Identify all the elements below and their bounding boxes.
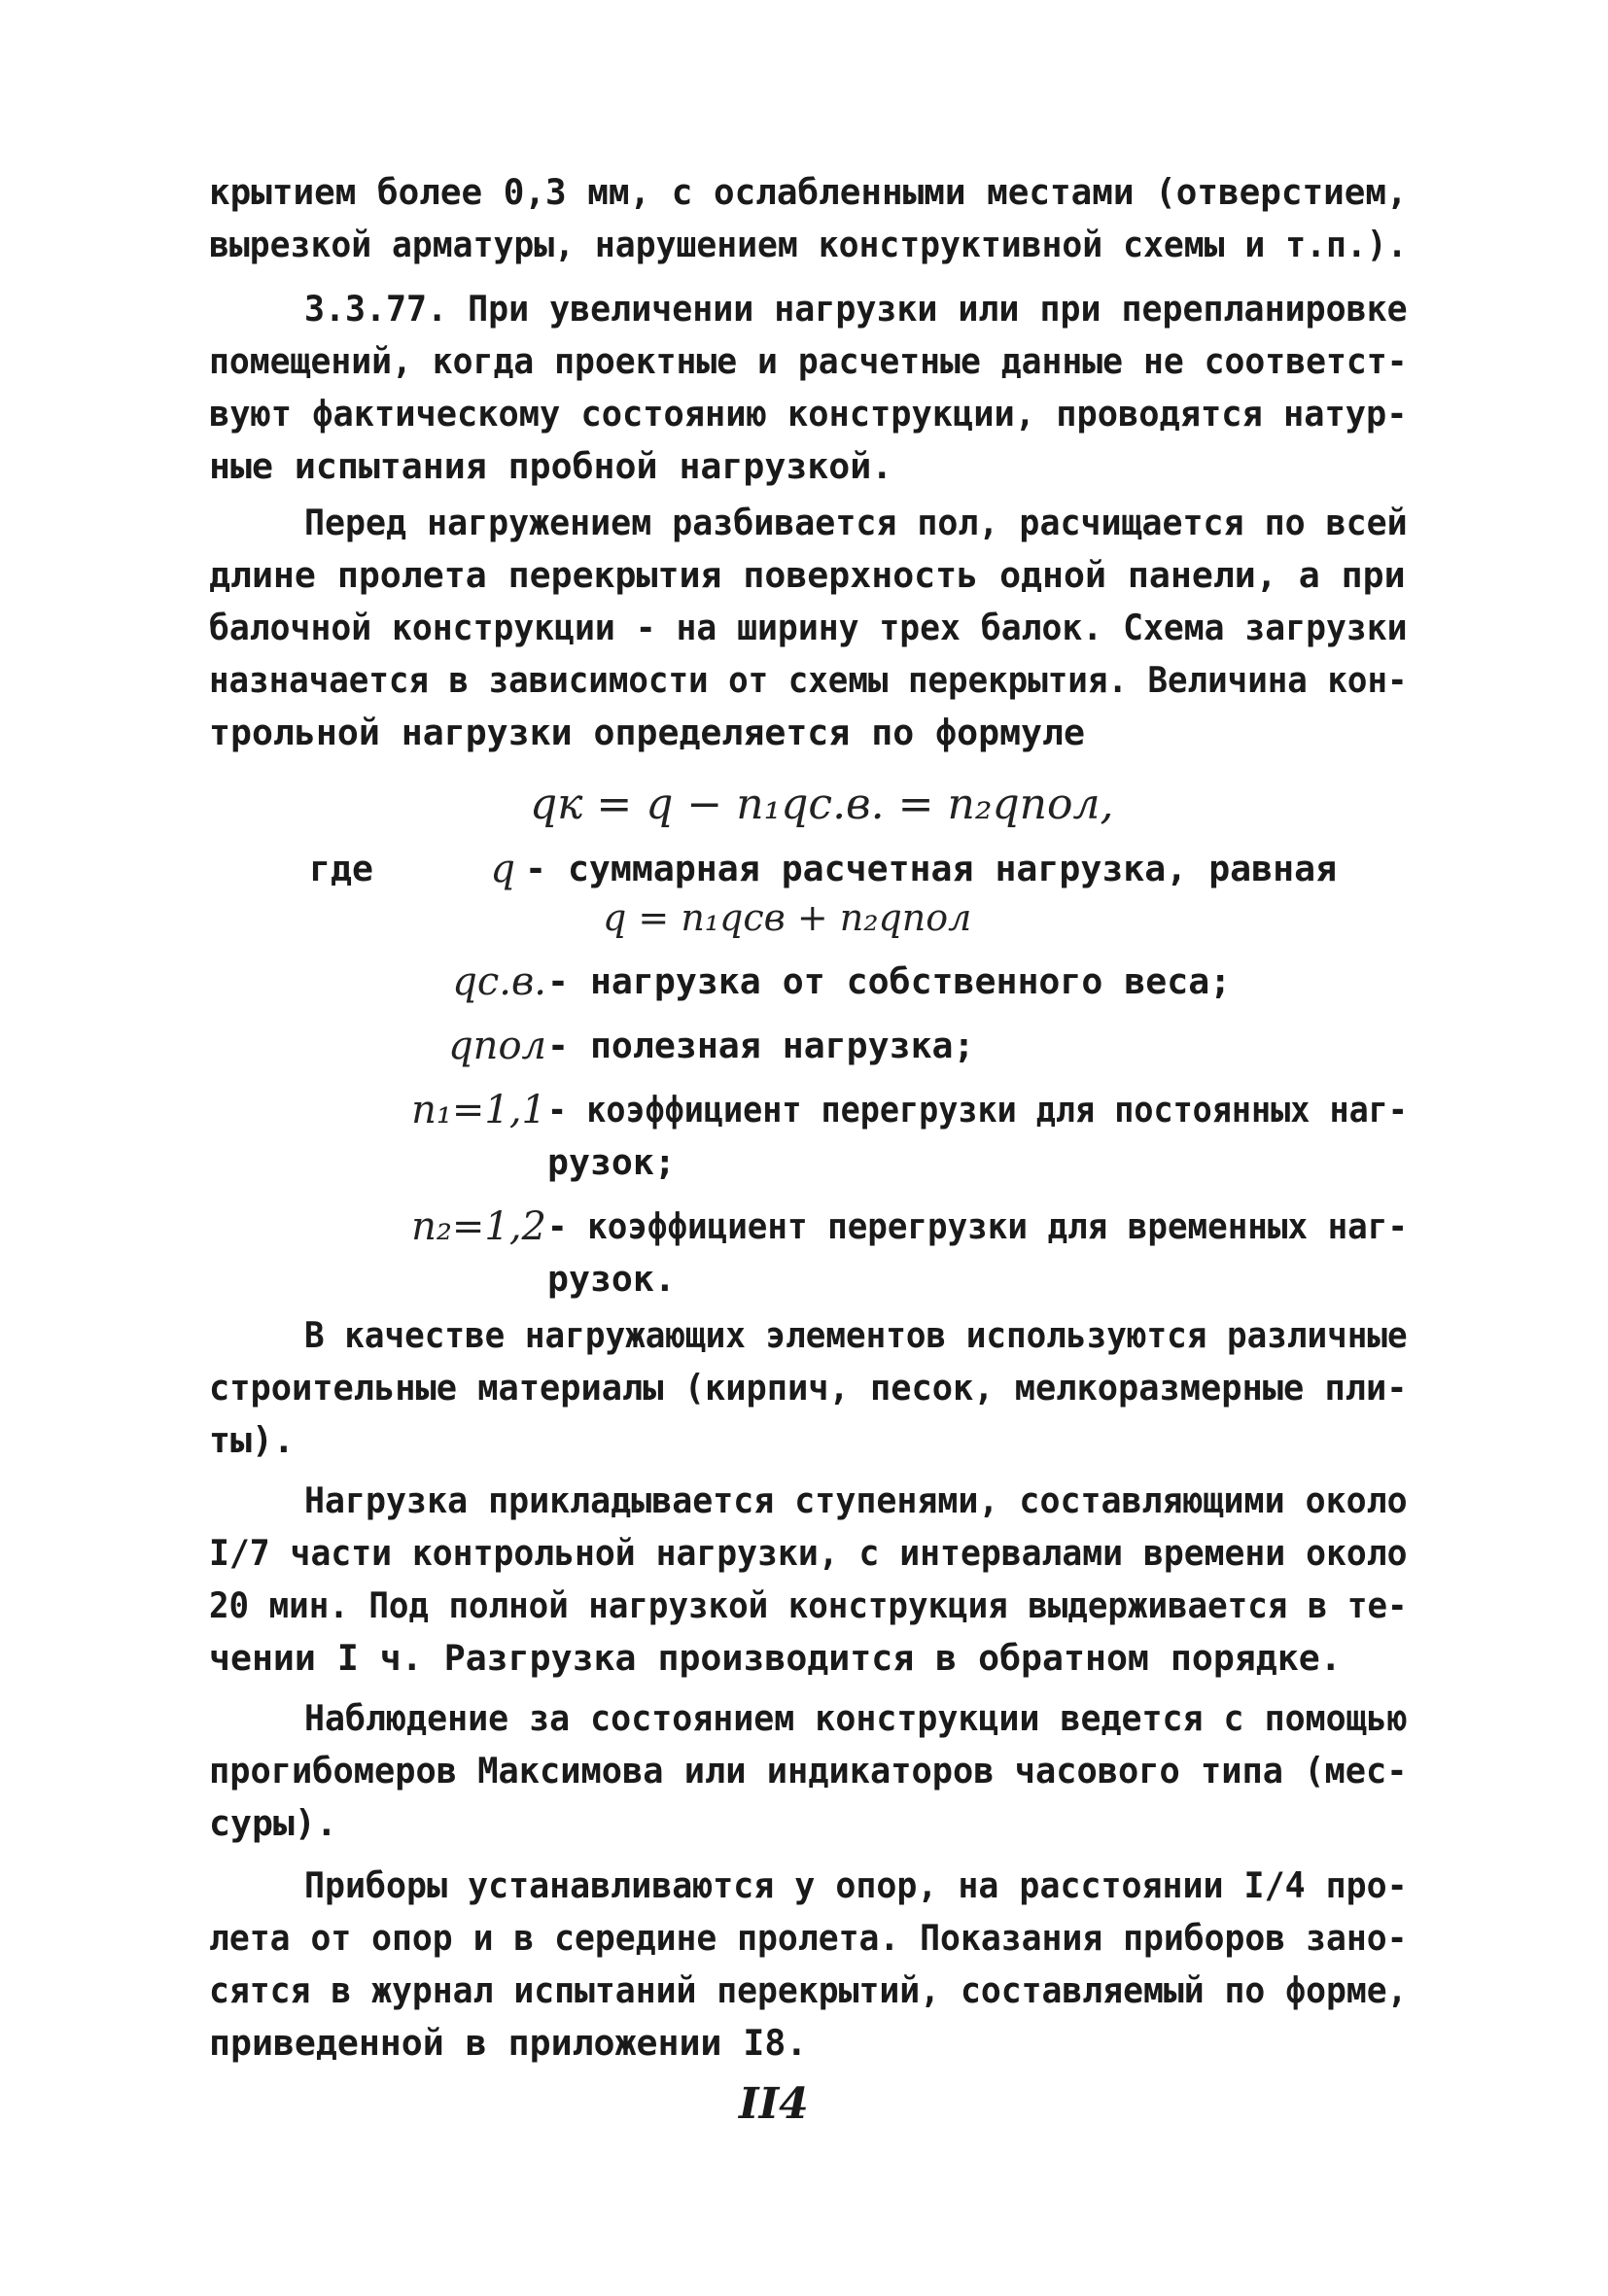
text-line: Наблюдение за состоянием конструкции ведется с помощью [304,1697,1408,1739]
definition-symbol: qпол [448,1024,546,1068]
definition-symbol: n₁=1,1 [411,1088,546,1132]
text-line: ные испытания пробной нагрузкой. [209,445,893,487]
page-number: II4 [739,2079,809,2129]
where-label: где [309,848,373,889]
definition-symbol: qс.в. [452,959,546,1004]
text-line: Приборы устанавливаются у опор, на расстоянии I/4 про- [304,1864,1408,1906]
definition-text-continued: рузок; [547,1141,676,1183]
text-line: сятся в журнал испытаний перекрытий, составляемый по форме, [209,1969,1408,2011]
text-line: помещений, когда проектные и расчетные данные не соответст- [209,340,1408,382]
text-line: трольной нагрузки определяется по формуле [209,712,1085,753]
text-line: назначается в зависимости от схемы перекрытия. Величина кон- [209,659,1408,701]
definition-text: - коэффициент перегрузки для постоянных наг- [547,1089,1408,1131]
text-line: 20 мин. Под полной нагрузкой конструкция выдерживается в те- [209,1584,1408,1626]
definition-text: - коэффициент перегрузки для временных наг- [547,1205,1408,1247]
text-line: Нагрузка прикладывается ступенями, составляющими около [304,1479,1408,1521]
definition-text-continued: рузок. [547,1258,676,1300]
text-line: 3.3.77. При увеличении нагрузки или при перепланировке [304,288,1408,330]
text-line: вырезкой арматуры, нарушением конструктивной схемы и т.п.). [209,224,1408,265]
text-line: строительные материалы (кирпич, песок, мелкоразмерные пли- [209,1367,1408,1409]
text-line: прогибомеров Максимова или индикаторов часового типа (мес- [209,1750,1408,1792]
definition-symbol: n₂=1,2 [411,1204,546,1249]
text-line: ты). [209,1419,295,1461]
text-line-appendix-ref: приведенной в приложении I8. [209,2022,808,2064]
text-line: лета от опор и в середине пролета. Показания приборов зано- [209,1917,1408,1959]
definition-text: - нагрузка от собственного веса; [547,960,1232,1002]
definition-symbol: q [490,847,515,891]
text-line: суры). [209,1802,337,1844]
formula-control-load: qк = q − n₁qс.в. = n₂qпол, [530,780,1114,829]
text-line: В качестве нагружающих элементов используются различные [304,1314,1408,1356]
formula-total-load: q = n₁qсв + n₂qпол [603,896,972,939]
text-line: I/7 части контрольной нагрузки, с интервалами времени около [209,1532,1408,1574]
text-line: балочной конструкции - на ширину трех балок. Схема загрузки [209,607,1408,648]
text-line: Перед нагружением разбивается пол, расчищается по всей [304,502,1408,543]
definition-text: - суммарная расчетная нагрузка, равная [525,848,1338,889]
definition-text: - полезная нагрузка; [547,1025,975,1066]
text-line: длине пролета перекрытия поверхность одной панели, а при [209,554,1406,596]
text-line: вуют фактическому состоянию конструкции, проводятся натур- [209,393,1408,435]
text-line: крытием более 0,3 мм, с ослабленными местами (отверстием, [209,171,1408,213]
text-line: чении I ч. Разгрузка производится в обратном порядке. [209,1637,1342,1679]
